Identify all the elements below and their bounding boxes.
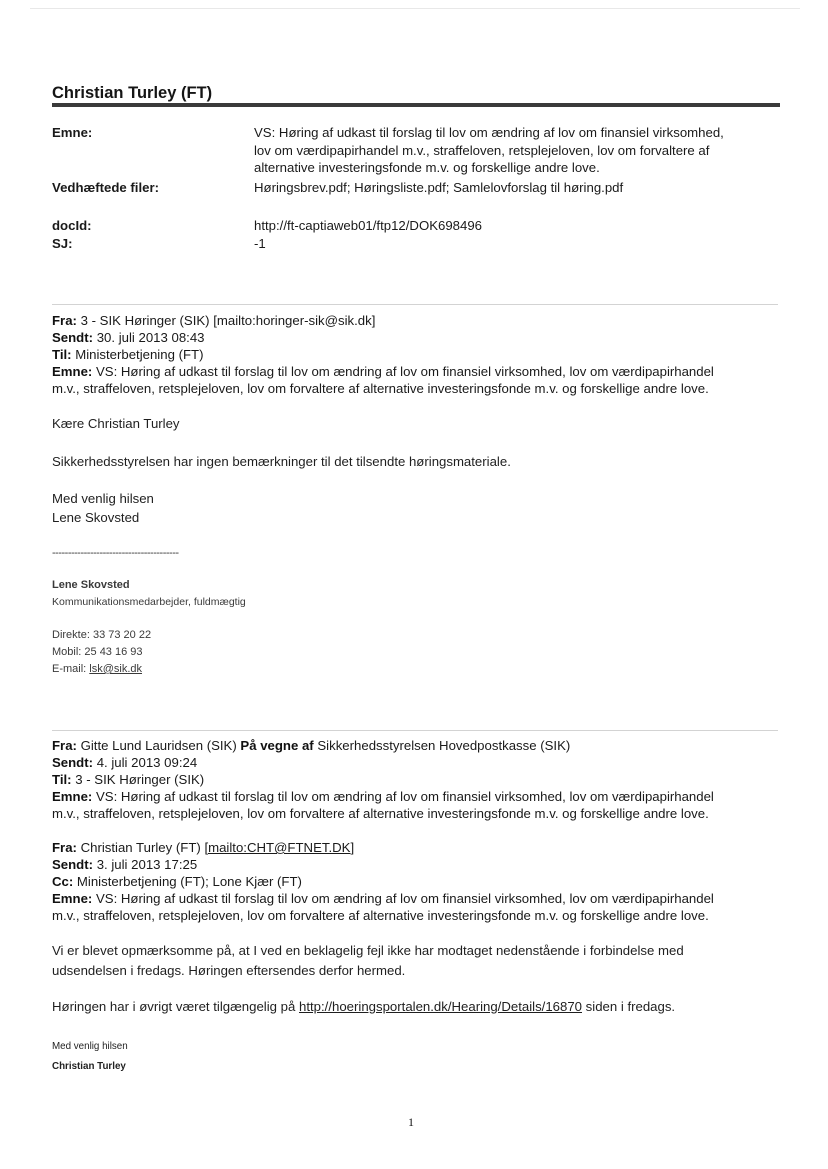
msg1-subject-2: m.v., straffeloven, retsplejeloven, lov om forvaltere af alternative investeringsfonde m.v. og forskellige andre love. (52, 381, 709, 396)
meta-sj-label: SJ: (52, 236, 73, 251)
meta-sj-value: -1 (254, 236, 266, 251)
page-number: 1 (408, 1115, 414, 1129)
msg2-from-label: Fra: (52, 738, 77, 753)
msg3-from: Christian Turley (FT) (80, 840, 201, 855)
msg1-closing-name: Lene Skovsted (52, 510, 140, 525)
meta-docid-label: docId: (52, 218, 92, 233)
msg2-to: 3 - SIK Høringer (SIK) (75, 772, 205, 787)
msg1-subject-label: Emne: (52, 364, 93, 379)
msg1-to-line (52, 346, 778, 363)
msg3-portal-pre: Høringen har i øvrigt været tilgængelig på (52, 999, 300, 1014)
page-top-rule (30, 8, 800, 9)
signature-name: Lene Skovsted (52, 579, 130, 591)
meta-docid-row (52, 217, 780, 235)
msg3-cc-line (52, 873, 778, 890)
msg2-behalf: Sikkerhedsstyrelsen Hovedpostkasse (SIK) (317, 738, 571, 753)
msg3-body (52, 941, 778, 980)
msg2-to-line (52, 771, 778, 788)
meta-attachments-label: Vedhæftede filer: (52, 180, 159, 195)
msg2-subject-line (52, 788, 778, 805)
hearing-portal-link[interactable]: http://hoeringsportalen.dk/Hearing/Details/16870 (299, 999, 582, 1014)
msg1-sent-label: Sendt: (52, 330, 94, 345)
signature-direct-phone: Direkte: 33 73 20 22 (52, 629, 152, 641)
signature-email-link[interactable]: lsk@sik.dk (89, 663, 143, 675)
msg1-to: Ministerbetjening (FT) (75, 347, 204, 362)
msg2-subject-label: Emne: (52, 789, 93, 804)
msg1-closing: Med venlig hilsen (52, 491, 154, 506)
msg1-from[interactable]: 3 - SIK Høringer (SIK) [mailto:horinger-sik@sik.dk] (80, 313, 376, 328)
msg2-to-label: Til: (52, 772, 72, 787)
msg3-subject-2: m.v., straffeloven, retsplejeloven, lov om forvaltere af alternative investeringsfonde m.v. og forskellige andre love. (52, 908, 709, 923)
msg3-header (52, 839, 778, 924)
msg1-greeting: Kære Christian Turley (52, 416, 180, 431)
meta-attachments-row (52, 179, 780, 197)
msg3-sent: 3. juli 2013 17:25 (96, 857, 198, 872)
meta-subject-line: VS: Høring af udkast til forslag til lov om ændring af lov om finansiel virksomhed, (254, 125, 724, 140)
meta-sj-row (52, 235, 780, 253)
msg3-cc-label: Cc: (52, 874, 74, 889)
title-underline (52, 103, 780, 107)
message-separator (52, 304, 778, 305)
meta-subject-line: lov om værdipapirhandel m.v., straffeloven, retsplejeloven, lov om forvaltere af (254, 142, 710, 158)
meta-subject-line: alternative investeringsfonde m.v. og forskellige andre love. (254, 160, 600, 175)
msg3-cc: Ministerbetjening (FT); Lone Kjær (FT) (76, 874, 302, 889)
signature-title: Kommunikationsmedarbejder, fuldmægtig (52, 596, 246, 608)
msg1-from-label: Fra: (52, 313, 77, 328)
msg2-from-line (52, 737, 778, 754)
mailbox-owner-title: Christian Turley (FT) (52, 84, 213, 102)
meta-attachments-value[interactable]: Høringsbrev.pdf; Høringsliste.pdf; Samlelovforslag til høring.pdf (254, 180, 624, 195)
message-separator (52, 730, 778, 731)
msg3-subject-line (52, 890, 778, 907)
meta-subject-label: Emne: (52, 125, 93, 140)
msg1-to-label: Til: (52, 347, 72, 362)
msg1-sent-line (52, 329, 778, 346)
msg1-subject-1: VS: Høring af udkast til forslag til lov om ændring af lov om finansiel virksomhed, lov om værdipapirhandel (95, 364, 714, 379)
msg3-from-line (52, 839, 778, 856)
msg2-header (52, 737, 778, 822)
msg3-subject-label: Emne: (52, 891, 93, 906)
msg3-body-line: Vi er blevet opmærksomme på, at I ved en beklagelig fejl ikke har modtaget nedenstående i forbindelse med (52, 943, 684, 958)
meta-subject-value (254, 124, 780, 177)
msg1-body: Sikkerhedsstyrelsen har ingen bemærkninger til det tilsendte høringsmateriale. (52, 454, 511, 469)
msg1-header (52, 312, 778, 397)
msg3-subject-1: VS: Høring af udkast til forslag til lov om ændring af lov om finansiel virksomhed, lov om værdipapirhandel (95, 891, 714, 906)
signature-mobile-phone: Mobil: 25 43 16 93 (52, 646, 143, 658)
msg3-from-label: Fra: (52, 840, 77, 855)
signature-divider: ---------------------------------------- (52, 547, 179, 559)
msg3-portal-post: siden i fredags. (582, 999, 676, 1014)
msg2-sent: 4. juli 2013 09:24 (96, 755, 198, 770)
signature-email-label: E-mail: (52, 663, 90, 675)
msg3-body-line: udsendelsen i fredags. Høringen eftersendes derfor hermed. (52, 962, 406, 978)
msg3-closing: Med venlig hilsen (52, 1041, 128, 1052)
msg1-sent: 30. juli 2013 08:43 (96, 330, 205, 345)
msg3-portal-line (52, 997, 778, 1017)
msg3-sent-label: Sendt: (52, 857, 94, 872)
signature-email-line (52, 661, 142, 677)
meta-docid-value[interactable]: http://ft-captiaweb01/ftp12/DOK698496 (254, 218, 482, 233)
msg1-subject-line (52, 363, 778, 380)
msg2-sent-line (52, 754, 778, 771)
msg3-mailto-link[interactable]: [mailto:CHT@FTNET.DK] (204, 840, 355, 855)
msg1-from-line (52, 312, 778, 329)
msg3-sent-line (52, 856, 778, 873)
meta-subject-row (52, 124, 780, 178)
msg2-subject-1: VS: Høring af udkast til forslag til lov om ændring af lov om finansiel virksomhed, lov om værdipapirhandel (95, 789, 714, 804)
msg2-subject-2: m.v., straffeloven, retsplejeloven, lov om forvaltere af alternative investeringsfonde m.v. og forskellige andre love. (52, 806, 709, 821)
msg2-sent-label: Sendt: (52, 755, 94, 770)
msg2-behalf-label: På vegne af (240, 738, 314, 753)
msg3-closing-name: Christian Turley (52, 1061, 126, 1072)
msg2-from[interactable]: Gitte Lund Lauridsen (SIK) (80, 738, 237, 753)
